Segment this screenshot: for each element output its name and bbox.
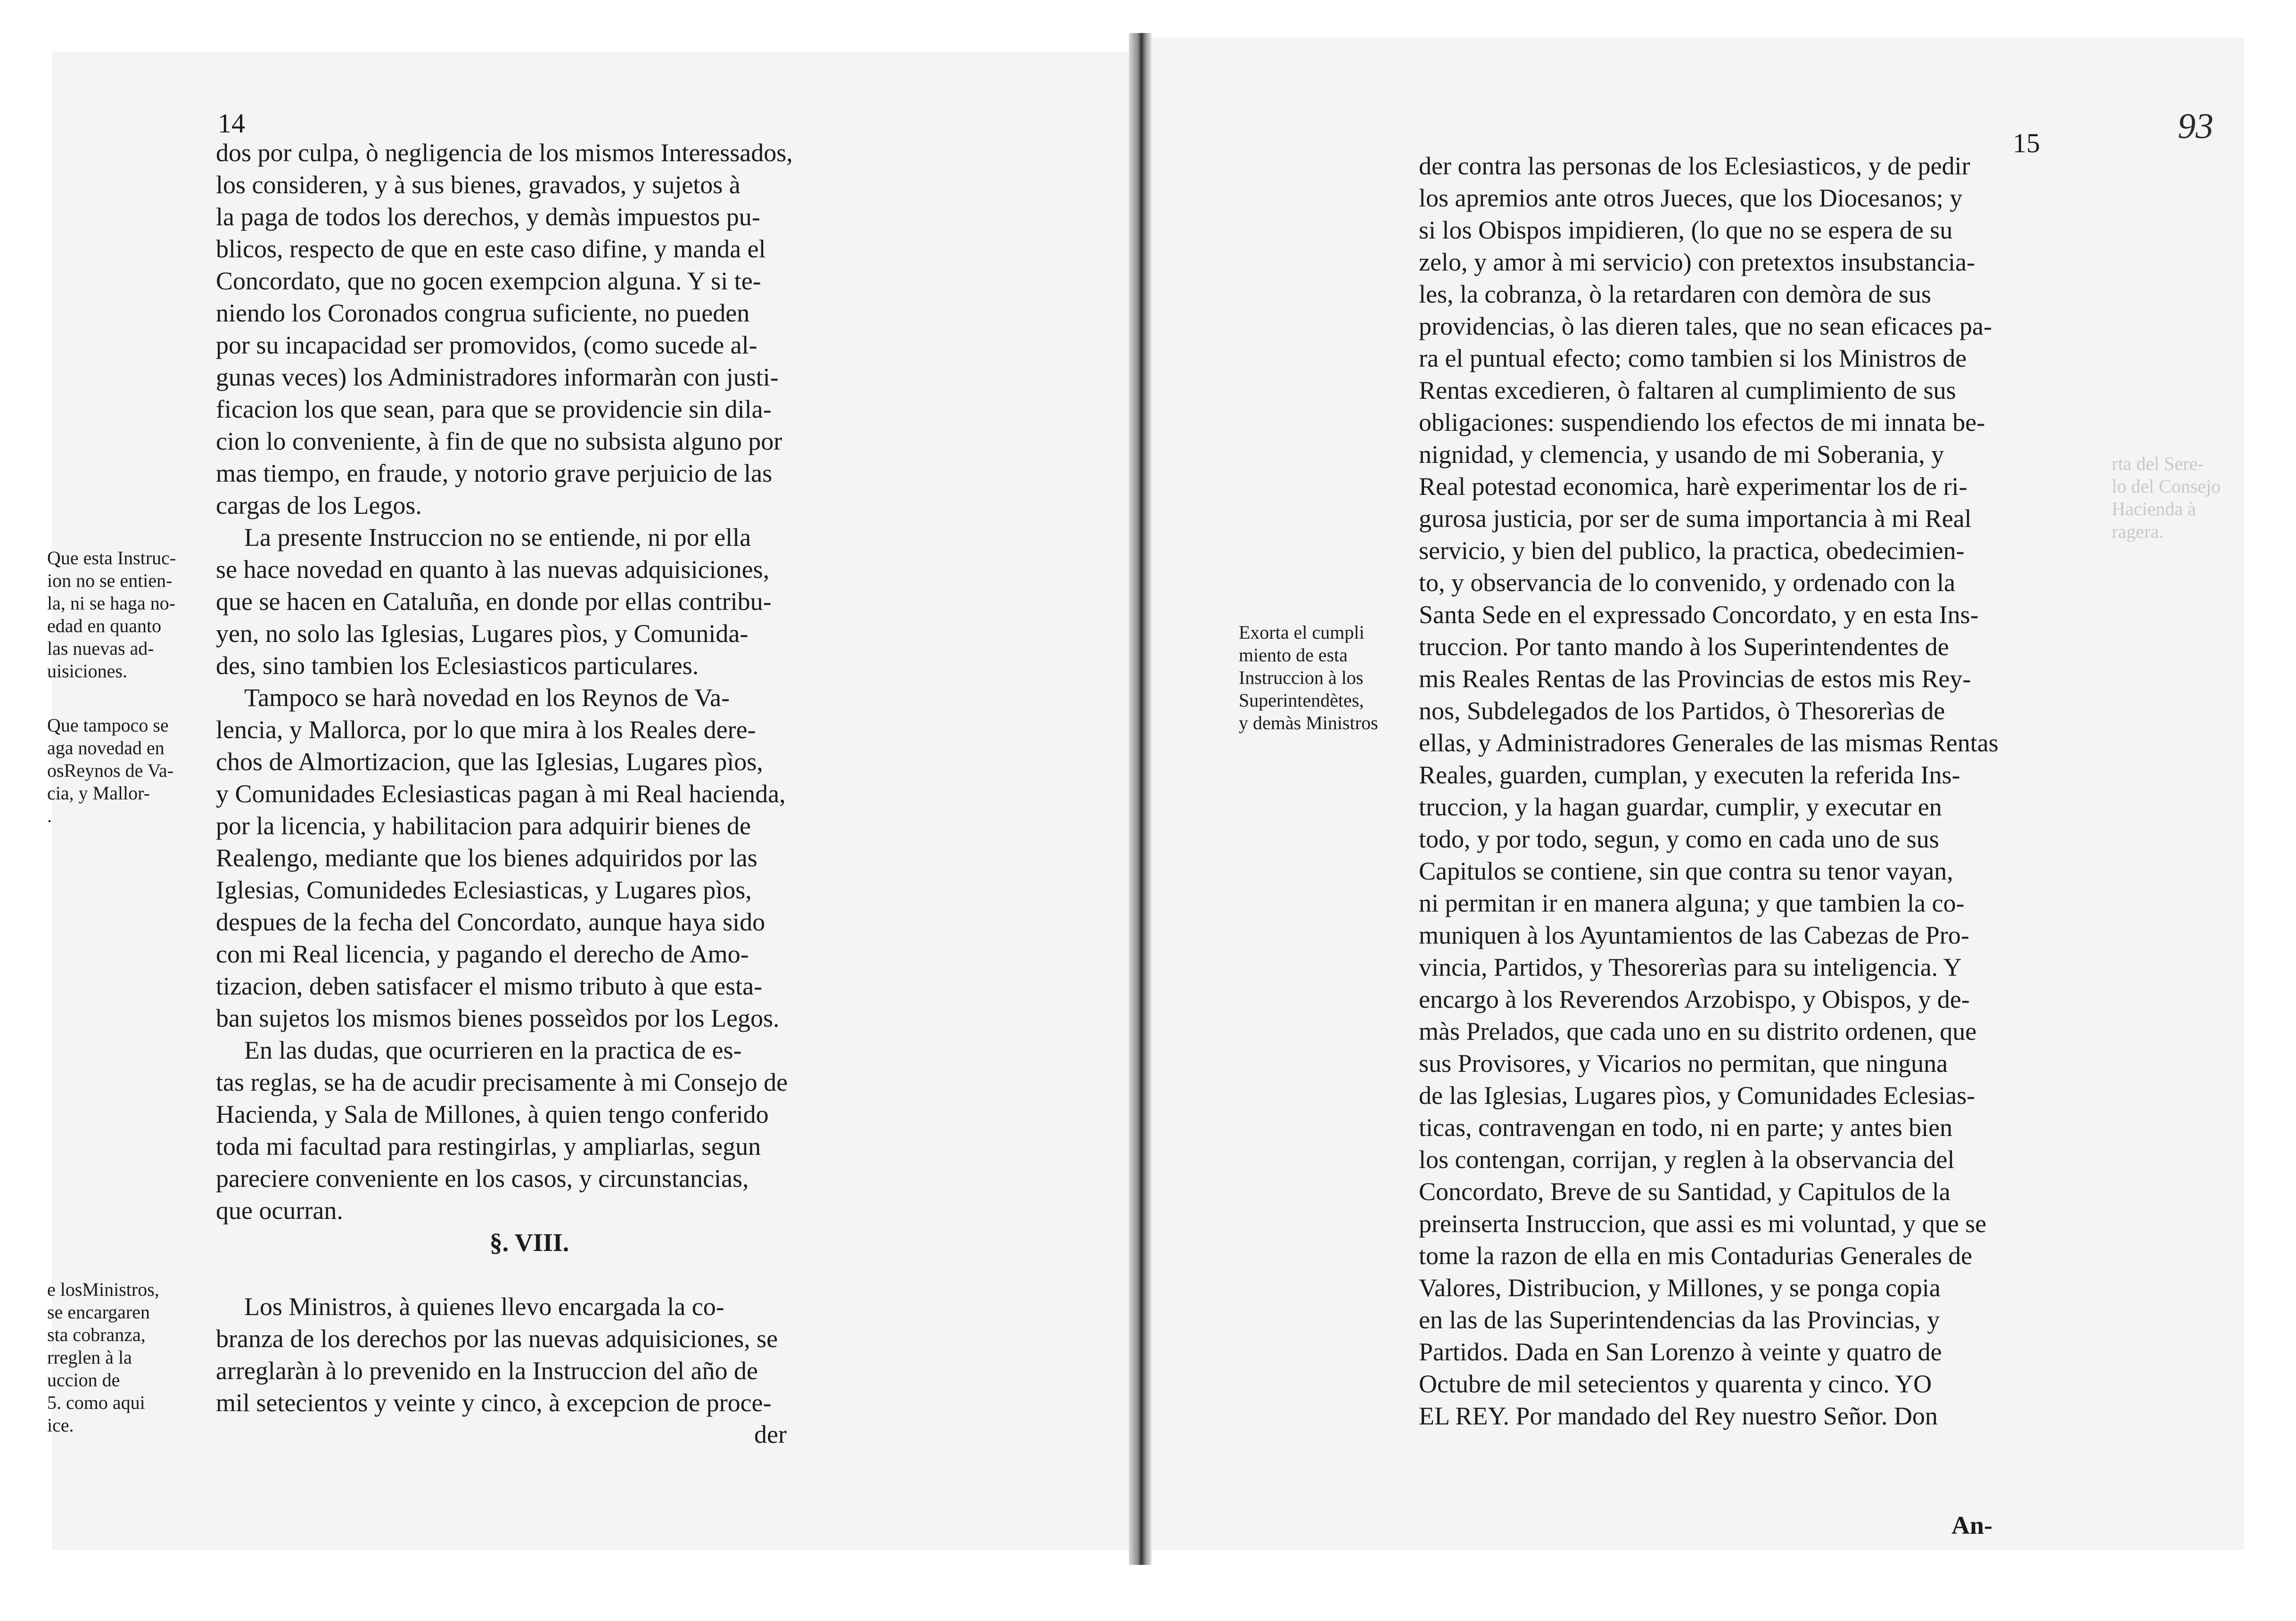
text-line: Realengo, mediante que los bienes adquiridos por las (216, 844, 757, 872)
text-line: con mi Real licencia, y pagando el derecho de Amo- (216, 940, 749, 968)
text-line: Hacienda, y Sala de Millones, à quien tengo conferido (216, 1100, 769, 1128)
margin-note-right (1239, 621, 1378, 734)
page-number-left: 14 (218, 108, 245, 139)
text-line: ni permitan ir en manera alguna; y que tambien la co- (1419, 889, 1965, 917)
left-text-column (216, 137, 843, 1419)
margin-note-line: y demàs Ministros (1239, 712, 1378, 733)
text-line: mil setecientos y veinte y cinco, à excepcion de proce- (216, 1389, 772, 1417)
text-line: Partidos. Dada en San Lorenzo à veinte y quatro de (1419, 1338, 1942, 1366)
catchword-right: An- (1951, 1511, 1993, 1539)
text-line: encargo à los Reverendos Arzobispo, y Obispos, y de- (1419, 985, 1970, 1013)
margin-note-left-3 (47, 1278, 159, 1437)
text-line: Los Ministros, à quienes llevo encargada la co- (244, 1292, 724, 1321)
text-line: Reales, guarden, cumplan, y executen la referida Ins- (1419, 761, 1960, 789)
text-line: que se hacen en Cataluña, en donde por ellas contribu- (216, 587, 772, 616)
margin-note-line: Exorta el cumpli (1239, 622, 1365, 643)
text-line: gurosa justicia, por ser de suma importancia à mi Real (1419, 504, 1972, 533)
bleed-through-line: Hacienda à (2112, 498, 2196, 519)
book-gutter (1129, 33, 1152, 1565)
text-line: tizacion, deben satisfacer el mismo tributo à que esta- (216, 972, 763, 1000)
text-line: ban sujetos los mismos bienes posseìdos por los Legos. (216, 1004, 780, 1032)
text-line: la paga de todos los derechos, y demàs impuestos pu- (216, 203, 760, 231)
section-heading: §. VIII. (489, 1228, 569, 1257)
text-line: pareciere conveniente en los casos, y circunstancias, (216, 1164, 749, 1193)
text-line: de las Iglesias, Lugares pìos, y Comunidades Eclesias- (1419, 1081, 1975, 1110)
margin-note-line: edad en quanto (47, 615, 162, 636)
text-line: vincia, Partidos, y Thesorerìas para su inteligencia. Y (1419, 953, 1962, 981)
margin-note-line: aga novedad en (47, 737, 165, 758)
text-line: preinserta Instruccion, que assi es mi voluntad, y que se (1419, 1210, 1987, 1238)
text-line: arreglaràn à lo prevenido en la Instruccion del año de (216, 1357, 758, 1385)
text-line: los consideren, y à sus bienes, gravados, y sujetos à (216, 171, 741, 199)
text-line: Octubre de mil setecientos y quarenta y cinco. YO (1419, 1370, 1932, 1398)
text-line: cargas de los Legos. (216, 491, 422, 519)
margin-note-line: uisiciones. (47, 660, 127, 682)
bleed-through-line: ragera. (2112, 521, 2164, 542)
margin-note-left-2 (47, 714, 173, 827)
margin-note-line: Que tampoco se (47, 715, 169, 736)
text-line: nignidad, y clemencia, y usando de mi Soberania, y (1419, 440, 1944, 469)
margin-note-line: rreglen à la (47, 1347, 132, 1368)
text-line: Concordato, que no gocen exempcion alguna. Y si te- (216, 267, 761, 295)
catchword-left: der (754, 1420, 787, 1448)
text-line: Real potestad economica, harè experimentar los de ri- (1419, 472, 1967, 501)
text-line: gunas veces) los Administradores informaràn con justi- (216, 363, 779, 391)
text-line: Rentas excedieren, ò faltaren al cumplimiento de sus (1419, 376, 1956, 404)
text-line: muniquen à los Ayuntamientos de las Cabezas de Pro- (1419, 921, 1969, 949)
margin-note-line: ion no se entien- (47, 570, 173, 591)
bleed-through-line: lo del Consejo (2112, 476, 2221, 497)
text-line: en las de las Superintendencias da las Provincias, y (1419, 1306, 1940, 1334)
text-line: La presente Instruccion no se entiende, ni por ella (244, 523, 751, 551)
text-line: Concordato, Breve de su Santidad, y Capitulos de la (1419, 1177, 1950, 1206)
margin-note-line: 5. como aqui (47, 1392, 145, 1413)
text-line: tas reglas, se ha de acudir precisamente à mi Consejo de (216, 1068, 788, 1096)
text-line: branza de los derechos por las nuevas adquisiciones, se (216, 1325, 778, 1353)
text-line: des, sino tambien los Eclesiasticos particulares. (216, 651, 699, 680)
text-line: ellas, y Administradores Generales de las mismas Rentas (1419, 729, 1999, 757)
text-line: chos de Almortizacion, que las Iglesias, Lugares pìos, (216, 748, 763, 776)
text-line: ticas, contravengan en todo, ni en parte; y antes bien (1419, 1113, 1953, 1142)
text-line: lencia, y Mallorca, por lo que mira à los Reales dere- (216, 716, 756, 744)
text-line: obligaciones: suspendiendo los efectos de mi innata be- (1419, 408, 1985, 436)
bleed-through-line: rta del Sere- (2112, 453, 2204, 474)
text-line: truccion, y la hagan guardar, cumplir, y executar en (1419, 793, 1942, 821)
margin-note-line: sta cobranza, (47, 1324, 146, 1345)
text-line: los apremios ante otros Jueces, que los Diocesanos; y (1419, 184, 1963, 212)
text-line: cion lo conveniente, à fin de que no subsista alguno por (216, 427, 782, 455)
text-line: nos, Subdelegados de los Partidos, ò Thesorerìas de (1419, 697, 1945, 725)
text-line: der contra las personas de los Eclesiasticos, y de pedir (1419, 152, 1970, 180)
margin-note-line: se encargaren (47, 1301, 150, 1323)
text-line: truccion. Por tanto mando à los Superintendentes de (1419, 633, 1949, 661)
text-line: Santa Sede en el expressado Concordato, y en esta Ins- (1419, 601, 1979, 629)
text-line: En las dudas, que ocurrieren en la practica de es- (244, 1036, 742, 1064)
text-line: despues de la fecha del Concordato, aunque haya sido (216, 908, 765, 936)
bleed-through-note (2112, 453, 2221, 543)
text-line: todo, y por todo, segun, y como en cada uno de sus (1419, 825, 1939, 853)
margin-note-line: cia, y Mallor- (47, 782, 150, 804)
margin-note-line: miento de esta (1239, 644, 1348, 666)
folio-number: 93 (2178, 107, 2214, 146)
text-line: Valores, Distribucion, y Millones, y se ponga copia (1419, 1274, 1941, 1302)
margin-note-line: las nuevas ad- (47, 638, 154, 659)
blank-line (216, 1259, 843, 1291)
text-line: EL REY. Por mandado del Rey nuestro Señor. Don (1419, 1402, 1938, 1430)
text-line: yen, no solo las Iglesias, Lugares pìos, y Comunida- (216, 619, 749, 648)
margin-note-line: . (47, 805, 52, 826)
text-line: toda mi facultad para restingirlas, y ampliarlas, segun (216, 1132, 761, 1160)
text-line: ra el puntual efecto; como tambien si los Ministros de (1419, 344, 1967, 372)
text-line: servicio, y bien del publico, la practica, obedecimien- (1419, 536, 1965, 565)
text-line: si los Obispos impidieren, (lo que no se espera de su (1419, 216, 1953, 244)
margin-note-line: Instruccion à los (1239, 667, 1364, 688)
text-line: se hace novedad en quanto à las nuevas adquisiciones, (216, 555, 770, 584)
margin-note-line: osReynos de Va- (47, 760, 174, 781)
text-line: Capitulos se contiene, sin que contra su tenor vayan, (1419, 857, 1953, 885)
text-line: mas tiempo, en fraude, y notorio grave perjuicio de las (216, 459, 773, 487)
margin-note-line: la, ni se haga no- (47, 592, 176, 614)
text-line: les, la cobranza, ò la retardaren con demòra de sus (1419, 280, 1931, 308)
margin-note-line: uccion de (47, 1369, 120, 1391)
text-line: tome la razon de ella en mis Contadurias Generales de (1419, 1242, 1973, 1270)
text-line: que ocurran. (216, 1196, 343, 1225)
text-line: providencias, ò las dieren tales, que no sean eficaces pa- (1419, 312, 1992, 340)
text-line: ficacion los que sean, para que se providencie sin dila- (216, 395, 772, 423)
text-line: dos por culpa, ò negligencia de los mismos Interessados, (216, 139, 793, 167)
text-line: mis Reales Rentas de las Provincias de estos mis Rey- (1419, 665, 1971, 693)
text-line: por su incapacidad ser promovidos, (como sucede al- (216, 331, 757, 359)
text-line: to, y observancia de lo convenido, y ordenado con la (1419, 568, 1956, 597)
margin-note-line: ice. (47, 1415, 74, 1436)
margin-note-line: Que esta Instruc- (47, 547, 176, 568)
right-text-column (1419, 150, 2036, 1432)
text-line: Tampoco se harà novedad en los Reynos de Va- (244, 683, 730, 712)
text-line: por la licencia, y habilitacion para adquirir bienes de (216, 812, 751, 840)
text-line: blicos, respecto de que en este caso difine, y manda el (216, 235, 766, 263)
text-line: los contengan, corrijan, y reglen à la observancia del (1419, 1145, 1955, 1174)
text-line: Iglesias, Comunidedes Eclesiasticas, y Lugares pìos, (216, 876, 752, 904)
page-number-right: 15 (2013, 128, 2040, 158)
margin-note-line: Superintendètes, (1239, 690, 1364, 711)
text-line: zelo, y amor à mi servicio) con pretextos insubstancia- (1419, 248, 1975, 276)
margin-note-left-1 (47, 547, 176, 683)
text-line: y Comunidades Eclesiasticas pagan à mi Real hacienda, (216, 780, 786, 808)
text-line: niendo los Coronados congrua suficiente, no pueden (216, 299, 750, 327)
text-line: màs Prelados, que cada uno en su distrito ordenen, que (1419, 1017, 1977, 1045)
text-line: sus Provisores, y Vicarios no permitan, que ninguna (1419, 1049, 1948, 1078)
margin-note-line: e losMinistros, (47, 1279, 159, 1300)
